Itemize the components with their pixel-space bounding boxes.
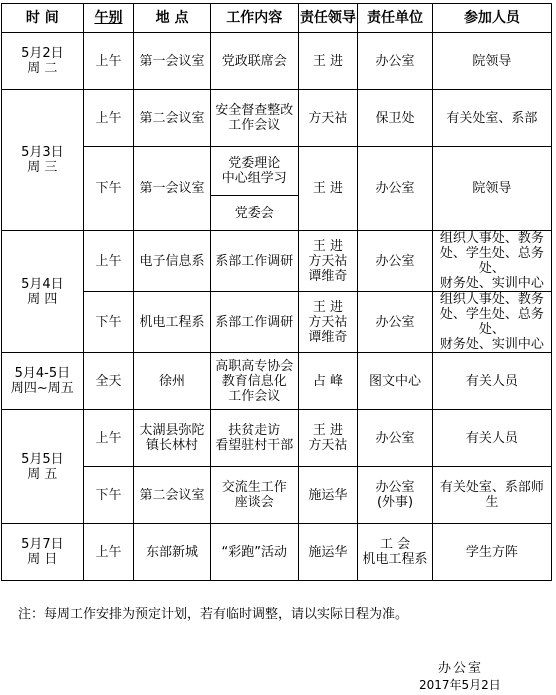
header-time: 时 间 (2, 4, 84, 33)
leader-cell: 施运华 (298, 524, 358, 581)
place-cell: 机电工程系 (134, 292, 211, 353)
table-row (2, 231, 552, 292)
ampm-cell: 下午 (83, 147, 133, 231)
ampm-cell: 上午 (83, 33, 133, 90)
content-cell: 系部工作调研 (210, 231, 298, 292)
unit-cell: 办公室 (358, 231, 433, 292)
date-cell: 5月3日 周 三 (2, 90, 84, 231)
people-cell: 有关处室、系部师生 (432, 467, 551, 524)
place-cell: 太湖县弥陀 镇长林村 (134, 410, 211, 467)
date-cell: 5月4日 周 四 (2, 231, 84, 353)
unit-cell: 办公室 (358, 410, 433, 467)
ampm-cell: 上午 (83, 410, 133, 467)
leader-cell: 方天祜 (298, 90, 358, 147)
signature-date: 2017年5月2日 (419, 678, 501, 692)
people-cell: 院领导 (432, 147, 551, 231)
people-cell: 组织人事处、教务 处、学生处、总务处、 财务处、实训中心 (432, 292, 551, 353)
signature-office: 办公室 (438, 661, 484, 676)
content-cell: 扶贫走访 看望驻村干部 (210, 410, 298, 467)
leader-cell: 施运华 (298, 467, 358, 524)
ampm-cell: 下午 (83, 292, 133, 353)
leader-cell: 占 峰 (298, 353, 358, 410)
people-cell: 组织人事处、教务 处、学生处、总务处、 财务处、实训中心 (432, 231, 551, 292)
header-content: 工作内容 (210, 4, 298, 33)
place-cell: 东部新城 (134, 524, 211, 581)
ampm-cell: 上午 (83, 524, 133, 581)
schedule-table (1, 3, 552, 581)
place-cell: 第二会议室 (134, 467, 211, 524)
table-row (2, 33, 552, 90)
header-leader: 责任领导 (298, 4, 358, 33)
header-people: 参加人员 (432, 4, 551, 33)
place-cell: 电子信息系 (134, 231, 211, 292)
ampm-cell: 全天 (83, 353, 133, 410)
place-cell: 第一会议室 (134, 33, 211, 90)
people-cell: 学生方阵 (432, 524, 551, 581)
unit-cell: 保卫处 (358, 90, 433, 147)
header-ampm: 午别 (83, 4, 133, 33)
content-cell: 安全督查整改 工作会议 (210, 90, 298, 147)
leader-cell: 王 进 方天祜 谭维奇 (298, 292, 358, 353)
schedule-note: 注：每周工作安排为预定计划，若有临时调整，请以实际日程为准。 (18, 607, 409, 622)
content-cell: 党政联席会 (210, 33, 298, 90)
unit-cell: 工 会 机电工程系 (358, 524, 433, 581)
table-row (2, 292, 552, 353)
unit-cell: 办公室 (358, 33, 433, 90)
unit-cell: 办公室 (外事) (358, 467, 433, 524)
people-cell: 有关人员 (432, 353, 551, 410)
date-cell: 5月5日 周 五 (2, 410, 84, 524)
place-cell: 徐州 (134, 353, 211, 410)
unit-cell: 办公室 (358, 147, 433, 231)
table-row (2, 90, 552, 147)
place-cell: 第一会议室 (134, 147, 211, 231)
people-cell: 有关处室、系部 (432, 90, 551, 147)
leader-cell: 王 进 (298, 33, 358, 90)
content-cell: 系部工作调研 (210, 292, 298, 353)
table-row (2, 410, 552, 467)
leader-cell: 王 进 (298, 147, 358, 231)
header-place: 地 点 (134, 4, 211, 33)
people-cell: 有关人员 (432, 410, 551, 467)
table-row (2, 147, 552, 196)
leader-cell: 王 进 方天祜 (298, 410, 358, 467)
ampm-cell: 下午 (83, 467, 133, 524)
unit-cell: 图文中心 (358, 353, 433, 410)
date-cell: 5月4-5日 周四~周五 (2, 353, 84, 410)
table-row (2, 353, 552, 410)
content-cell: 高职高专协会 教育信息化 工作会议 (210, 353, 298, 410)
place-cell: 第二会议室 (134, 90, 211, 147)
date-cell: 5月7日 周 日 (2, 524, 84, 581)
people-cell: 院领导 (432, 33, 551, 90)
content-cell: 党委理论 中心组学习 (210, 147, 298, 196)
table-row (2, 467, 552, 524)
content-cell: 交流生工作 座谈会 (210, 467, 298, 524)
header-unit: 责任单位 (358, 4, 433, 33)
table-row (2, 524, 552, 581)
ampm-cell: 上午 (83, 231, 133, 292)
header-row (2, 4, 552, 33)
content-cell: “彩跑”活动 (210, 524, 298, 581)
date-cell: 5月2日 周 二 (2, 33, 84, 90)
unit-cell: 办公室 (358, 292, 433, 353)
content-cell: 党委会 (210, 196, 298, 231)
ampm-cell: 上午 (83, 90, 133, 147)
leader-cell: 王 进 方天祜 谭维奇 (298, 231, 358, 292)
